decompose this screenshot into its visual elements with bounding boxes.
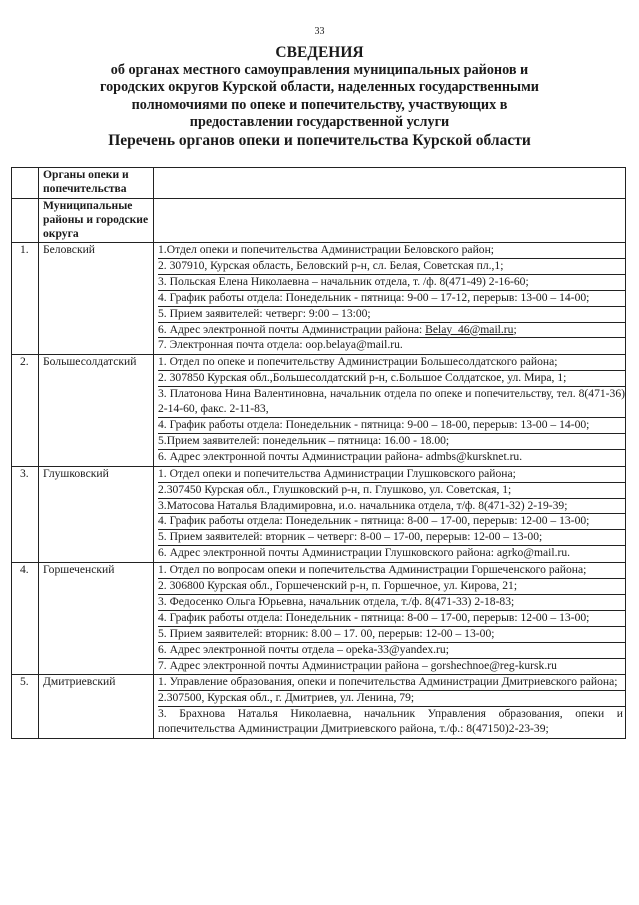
table-row: [12, 563, 626, 675]
title-line-6: Перечень органов опеки и попечительства Курской области: [108, 131, 531, 149]
detail-line: 2.307500, Курская обл., г. Дмитриев, ул. Ленина, 79;: [158, 691, 625, 707]
district-name: Горшеченский: [39, 563, 154, 675]
title-line-2: об органах местного самоуправления муниципальных районов и: [110, 61, 529, 78]
document-title: [20, 44, 619, 149]
detail-line: 1.Отдел опеки и попечительства Администрации Беловского район;: [158, 243, 625, 259]
detail-line: 3. Брахнова Наталья Николаевна, начальник Управления образования, опеки и попечительства Администрации Дмитриевского района, т./ф.: 8(47150)2-23-39;: [158, 707, 623, 736]
table-row: [12, 675, 626, 739]
row-details: [154, 243, 626, 355]
table-row: [12, 466, 626, 562]
detail-line: 4. График работы отдела: Понедельник - пятница: 8-00 – 17-00, перерыв: 12-00 – 13-00;: [158, 514, 625, 530]
district-name: Дмитриевский: [39, 675, 154, 739]
row-details: [154, 675, 626, 739]
detail-line: 5. Прием заявителей: вторник – четверг: 8-00 – 17-00, перерыв: 12-00 – 13-00;: [158, 530, 625, 546]
header-row-districts: [12, 199, 626, 243]
title-line-3: городских округов Курской области, наделенных государственными: [100, 79, 539, 95]
table-row: [12, 355, 626, 466]
detail-line: 3.Матосова Наталья Владимировна, и.о. начальника отдела, т/ф. 8(471-32) 2-19-39;: [158, 499, 625, 515]
district-name: Беловский: [39, 243, 154, 355]
detail-line: 5. Прием заявителей: вторник: 8.00 – 17. 00, перерыв: 12-00 – 13-00;: [158, 627, 625, 643]
row-details: [154, 563, 626, 675]
email-link[interactable]: Belay_46@mail.ru: [425, 322, 514, 336]
detail-line: 3. Федосенко Ольга Юрьевна, начальник отдела, т./ф. 8(471-33) 2-18-83;: [158, 595, 625, 611]
row-details: [154, 466, 626, 562]
detail-line: 2. 307850 Курская обл.,Большесолдатский р-н, с.Большое Солдатское, ул. Мира, 1;: [158, 371, 625, 387]
detail-line: 5.Прием заявителей: понедельник – пятница: 16.00 - 18.00;: [158, 434, 625, 450]
email-line: 6. Адрес электронной почты Администрации района- admbs@kursknet.ru.: [158, 449, 523, 463]
email-line: 6. Адрес электронной почты отдела – opeka-33@yandex.ru;: [158, 643, 625, 659]
guardianship-bodies-table: [11, 167, 626, 739]
title-line-4: полномочиями по опеке и попечительству, участвующих в: [131, 96, 508, 113]
header-num-cell: [12, 168, 39, 199]
email-line: 6. Адрес электронной почты Администрации района: Belay_46@mail.ru;: [158, 323, 625, 339]
page-number: 33: [314, 26, 325, 37]
header-row-bodies: [12, 168, 626, 199]
row-number: 2.: [12, 355, 39, 466]
detail-line: 1. Отдел опеки и попечительства Администрации Глушковского района;: [158, 467, 625, 483]
detail-line: 1. Управление образования, опеки и попечительства Администрации Дмитриевского района;: [158, 675, 625, 691]
detail-line: 2. 307910, Курская область, Беловский р-н, сл. Белая, Советская пл.,1;: [158, 259, 625, 275]
header-empty-cell: [154, 199, 626, 243]
detail-line: 3. Польская Елена Николаевна – начальник отдела, т. /ф. 8(471-49) 2-16-60;: [158, 275, 625, 291]
detail-line: 3. Платонова Нина Валентиновна, начальник отдела по опеке и попечительству, тел. 8(471-36) 2-14-60, факс. 2-11-83,: [158, 387, 625, 418]
detail-line: 1. Отдел по вопросам опеки и попечительства Администрации Горшеченского района;: [158, 563, 625, 579]
row-number: 4.: [12, 563, 39, 675]
email-line: 6. Адрес электронной почты Администрации Глушковского района: agrko@mail.ru.: [158, 546, 571, 560]
table-row: [12, 243, 626, 355]
row-number: 3.: [12, 466, 39, 562]
detail-line: 4. График работы отдела: Понедельник - пятница: 9-00 – 18-00, перерыв: 13-00 – 14-00;: [158, 418, 625, 434]
title-heading: СВЕДЕНИЯ: [275, 44, 364, 61]
header-cell-districts: Муниципальные районы и городские округа: [39, 199, 154, 243]
row-number: 1.: [12, 243, 39, 355]
detail-line: 2.307450 Курская обл., Глушковский р-н, п. Глушково, ул. Советская, 1;: [158, 483, 625, 499]
header-empty-cell: [154, 168, 626, 199]
header-cell-bodies: Органы опеки и попечительства: [39, 168, 154, 199]
email-line: 7. Адрес электронной почты Администрации района – gorshechnoe@reg-kursk.ru: [158, 658, 557, 672]
email-line: 7. Электронная почта отдела: oop.belaya@mail.ru.: [158, 338, 403, 352]
row-number: 5.: [12, 675, 39, 739]
title-line-5: предоставлении государственной услуги: [189, 114, 450, 130]
row-details: [154, 355, 626, 466]
detail-line: 5. Прием заявителей: четверг: 9:00 – 13:00;: [158, 307, 625, 323]
detail-line: 4. График работы отдела: Понедельник - пятница: 8-00 – 17-00, перерыв: 12-00 – 13-00;: [158, 611, 625, 627]
detail-line: 1. Отдел по опеке и попечительству Администрации Большесолдатского района;: [158, 355, 625, 371]
district-name: Глушковский: [39, 466, 154, 562]
district-name: Большесолдатский: [39, 355, 154, 466]
detail-line: 4. График работы отдела: Понедельник - пятница: 9-00 – 17-12, перерыв: 13-00 – 14-00;: [158, 291, 625, 307]
header-num-cell: [12, 199, 39, 243]
detail-line: 2. 306800 Курская обл., Горшеченский р-н, п. Горшечное, ул. Кирова, 21;: [158, 579, 625, 595]
